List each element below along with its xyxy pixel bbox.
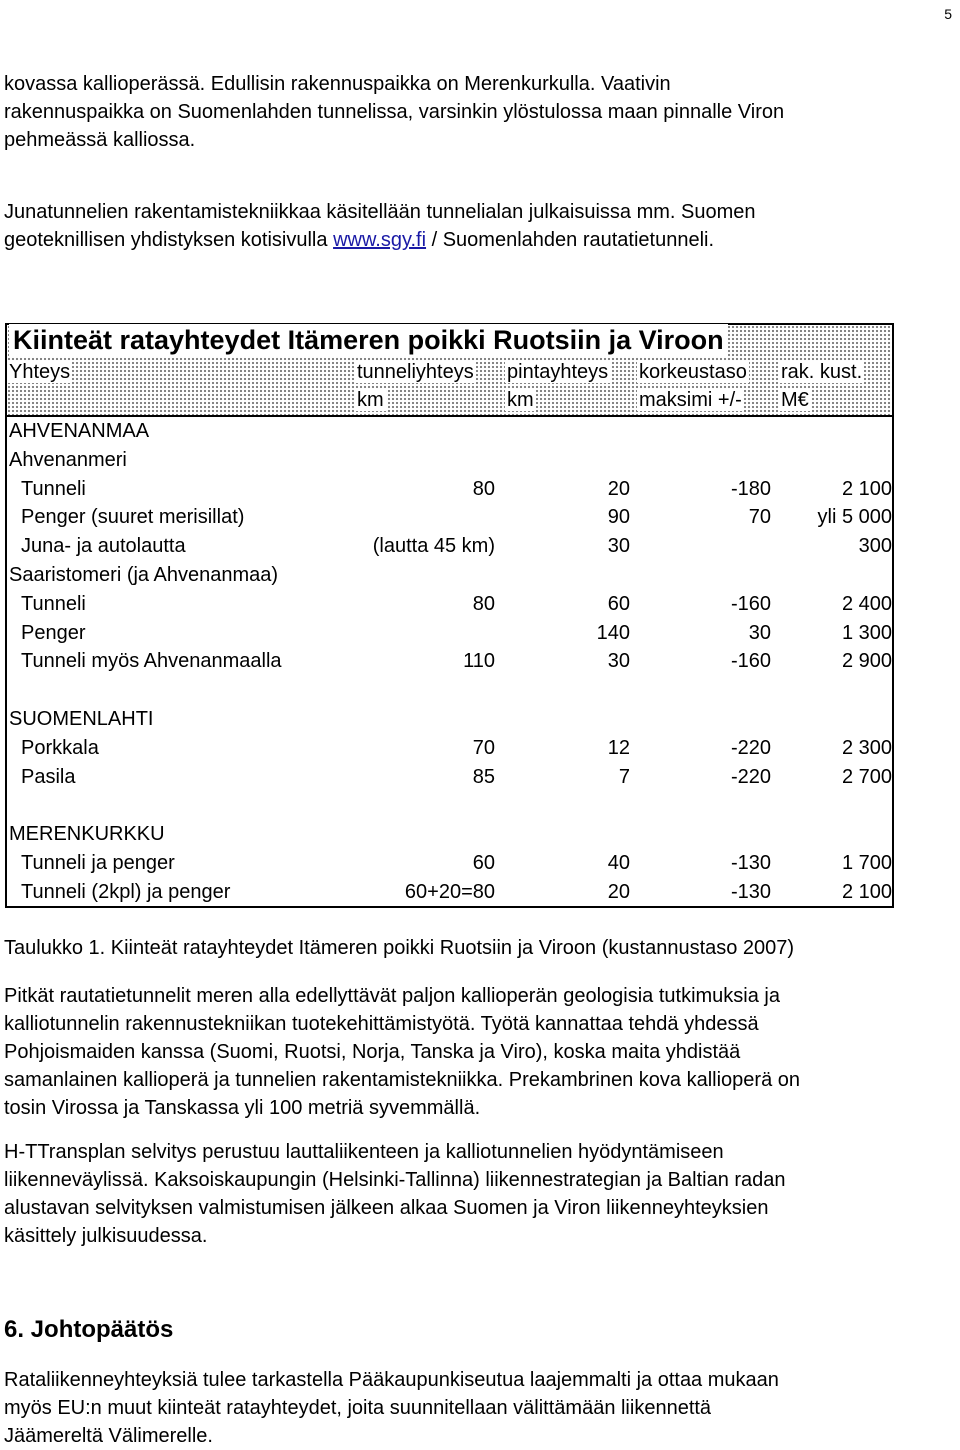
intro-line: pehmeässä kalliossa. <box>4 129 196 151</box>
table-title: Kiinteät ratayhteydet Itämeren poikki Ruotsiin ja Viroon <box>9 324 728 356</box>
table-row <box>7 849 892 877</box>
rail-connections-table <box>5 323 894 908</box>
table-row <box>7 619 892 647</box>
cell-connection: Ahvenanmeri <box>9 448 127 471</box>
table-row <box>7 475 892 503</box>
cell-surface-km: 20 <box>607 477 630 500</box>
cell-tunnel-km: 60+20=80 <box>404 880 495 903</box>
cell-cost: yli 5 000 <box>817 506 892 529</box>
table-row <box>7 763 892 791</box>
table-section-row <box>7 705 892 733</box>
long-paragraph <box>4 982 956 1122</box>
paragraph-line: tosin Virossa ja Tanskassa yli 100 metriä syvemmällä. <box>4 1097 481 1119</box>
cell-surface-km: 20 <box>607 880 630 903</box>
header-tunneliyhteys: tunneliyhteys <box>357 361 474 383</box>
intro-line: rakennuspaikka on Suomenlahden tunnelissa, varsinkin ylöstulossa maan pinnalle Viron <box>4 101 785 123</box>
cell-connection: Tunneli (2kpl) ja penger <box>21 880 231 903</box>
paragraph-line: / Suomenlahden rautatietunneli. <box>426 229 715 251</box>
table-section-row <box>7 417 892 445</box>
cell-surface-km: 90 <box>607 506 630 529</box>
intro-line: kovassa kallioperässä. Edullisin rakennuspaikka on Merenkurkulla. Vaativin <box>4 73 671 95</box>
cell-cost: 2 900 <box>841 650 892 673</box>
cell-connection: Penger (suuret merisillat) <box>21 506 245 529</box>
header-pintayhteys: pintayhteys <box>507 361 609 383</box>
table-caption: Taulukko 1. Kiinteät ratayhteydet Itämeren poikki Ruotsiin ja Viroon (kustannustaso 2007) <box>4 937 795 959</box>
table-spacer-row <box>7 791 892 819</box>
cell-connection: Pasila <box>21 765 76 788</box>
paragraph-line: Rataliikenneyhteyksiä tulee tarkastella Pääkaupunkiseutua laajemmalti ja ottaa mukaan <box>4 1369 779 1391</box>
tunnels-paragraph <box>4 198 956 254</box>
paragraph-line: Jäämereltä Välimerelle. <box>4 1425 213 1447</box>
header-rak-kust: rak. kust. <box>781 361 863 383</box>
cell-surface-km: 7 <box>618 765 630 788</box>
cell-connection: Tunneli ja penger <box>21 852 175 874</box>
cell-cost: 1 300 <box>841 621 892 644</box>
cell-elevation: 70 <box>748 506 771 529</box>
cell-connection: Tunneli <box>21 592 86 615</box>
paragraph-line: geoteknillisen yhdistyksen kotisivulla <box>4 229 334 251</box>
paragraph-line: alustavan selvityksen valmistumisen jälkeen alkaa Suomen ja Viron liikenneyhteyksien <box>4 1197 769 1219</box>
cell-surface-km: 140 <box>596 621 630 644</box>
table-row <box>7 590 892 618</box>
cell-surface-km: 30 <box>607 535 630 558</box>
cell-elevation: -220 <box>730 765 771 788</box>
cell-surface-km: 40 <box>607 852 630 874</box>
table-section-row <box>7 561 892 589</box>
cell-connection: SUOMENLAHTI <box>9 708 154 730</box>
cell-elevation: -160 <box>730 650 771 673</box>
paragraph-line: kalliotunnelin rakennustekniikan tuotekehittämistyötä. Työtä kannattaa tehdä yhdessä <box>4 1013 759 1035</box>
paragraph-line: samanlainen kallioperä ja tunnelien rakentamistekniikka. Prekambrinen kova kallioperä on <box>4 1069 800 1091</box>
cell-connection: MERENKURKKU <box>9 823 165 846</box>
cell-elevation: -130 <box>730 880 771 903</box>
paragraph-line: Pohjoismaiden kanssa (Suomi, Ruotsi, Norja, Tanska ja Viro), koska maita yhdistää <box>4 1041 741 1063</box>
cell-tunnel-km: 80 <box>472 592 495 615</box>
cell-cost: 2 300 <box>841 736 892 759</box>
cell-connection: AHVENANMAA <box>9 420 150 442</box>
header-kust-unit: M€ <box>781 389 809 411</box>
table-spacer-row <box>7 676 892 704</box>
header-yhteys: Yhteys <box>9 361 71 383</box>
cell-cost: 2 100 <box>841 880 892 903</box>
cell-connection: Porkkala <box>21 736 99 759</box>
table-row <box>7 532 892 560</box>
cell-elevation: 30 <box>748 621 771 644</box>
paragraph-line: myös EU:n muut kiinteät ratayhteydet, joita suunnitellaan välittämään liikennettä <box>4 1397 712 1419</box>
cell-connection: Tunneli <box>21 477 86 500</box>
header-korkeus-unit: maksimi +/- <box>639 389 742 411</box>
cell-connection: Tunneli myös Ahvenanmaalla <box>21 650 282 673</box>
htt-paragraph <box>4 1138 956 1250</box>
paragraph-line: H-TTransplan selvitys perustuu lauttaliikenteen ja kalliotunnelien hyödyntämiseen <box>4 1141 724 1163</box>
header-korkeustaso: korkeustaso <box>639 361 747 383</box>
paragraph-line: käsittely julkisuudessa. <box>4 1225 208 1247</box>
cell-tunnel-km: 80 <box>472 477 495 500</box>
table-section-row <box>7 446 892 474</box>
cell-tunnel-km: (lautta 45 km) <box>372 535 495 558</box>
paragraph-line: liikenneväylissä. Kaksoiskaupungin (Helsinki-Tallinna) liikennestrategian ja Baltian radan <box>4 1169 786 1191</box>
conclusion-paragraph <box>4 1366 956 1450</box>
cell-surface-km: 30 <box>607 650 630 673</box>
paragraph-line: Junatunnelien rakentamistekniikkaa käsitellään tunnelialan julkaisuissa mm. Suomen <box>4 201 756 223</box>
table-row <box>7 734 892 762</box>
cell-connection: Penger <box>21 621 86 644</box>
page-number: 5 <box>944 6 952 22</box>
sgy-link[interactable]: www.sgy.fi <box>333 229 427 251</box>
table-section-row <box>7 820 892 848</box>
table-row <box>7 878 892 906</box>
cell-connection: Saaristomeri (ja Ahvenanmaa) <box>9 564 279 586</box>
cell-connection: Juna- ja autolautta <box>21 535 186 558</box>
cell-tunnel-km: 110 <box>463 650 495 673</box>
cell-elevation: -160 <box>730 592 771 615</box>
cell-cost: 1 700 <box>841 852 892 874</box>
cell-cost: 300 <box>858 535 892 558</box>
intro-paragraph <box>4 70 956 154</box>
cell-elevation: -180 <box>730 477 771 500</box>
section-heading: 6. Johtopäätös <box>4 1316 174 1343</box>
header-tunneli-unit: km <box>357 389 384 411</box>
cell-cost: 2 100 <box>841 477 892 500</box>
cell-tunnel-km: 70 <box>472 736 495 759</box>
cell-tunnel-km: 60 <box>472 852 495 874</box>
paragraph-line: Pitkät rautatietunnelit meren alla edellyttävät paljon kallioperän geologisia tutkimuksia ja <box>4 985 780 1007</box>
cell-cost: 2 400 <box>841 592 892 615</box>
cell-tunnel-km: 85 <box>472 765 495 788</box>
table-row <box>7 647 892 675</box>
cell-elevation: -220 <box>730 736 771 759</box>
cell-elevation: -130 <box>730 852 771 874</box>
cell-surface-km: 60 <box>607 592 630 615</box>
table-row <box>7 503 892 531</box>
header-pinta-unit: km <box>507 389 534 411</box>
table-header <box>7 325 892 417</box>
cell-cost: 2 700 <box>841 765 892 788</box>
cell-surface-km: 12 <box>607 736 630 759</box>
